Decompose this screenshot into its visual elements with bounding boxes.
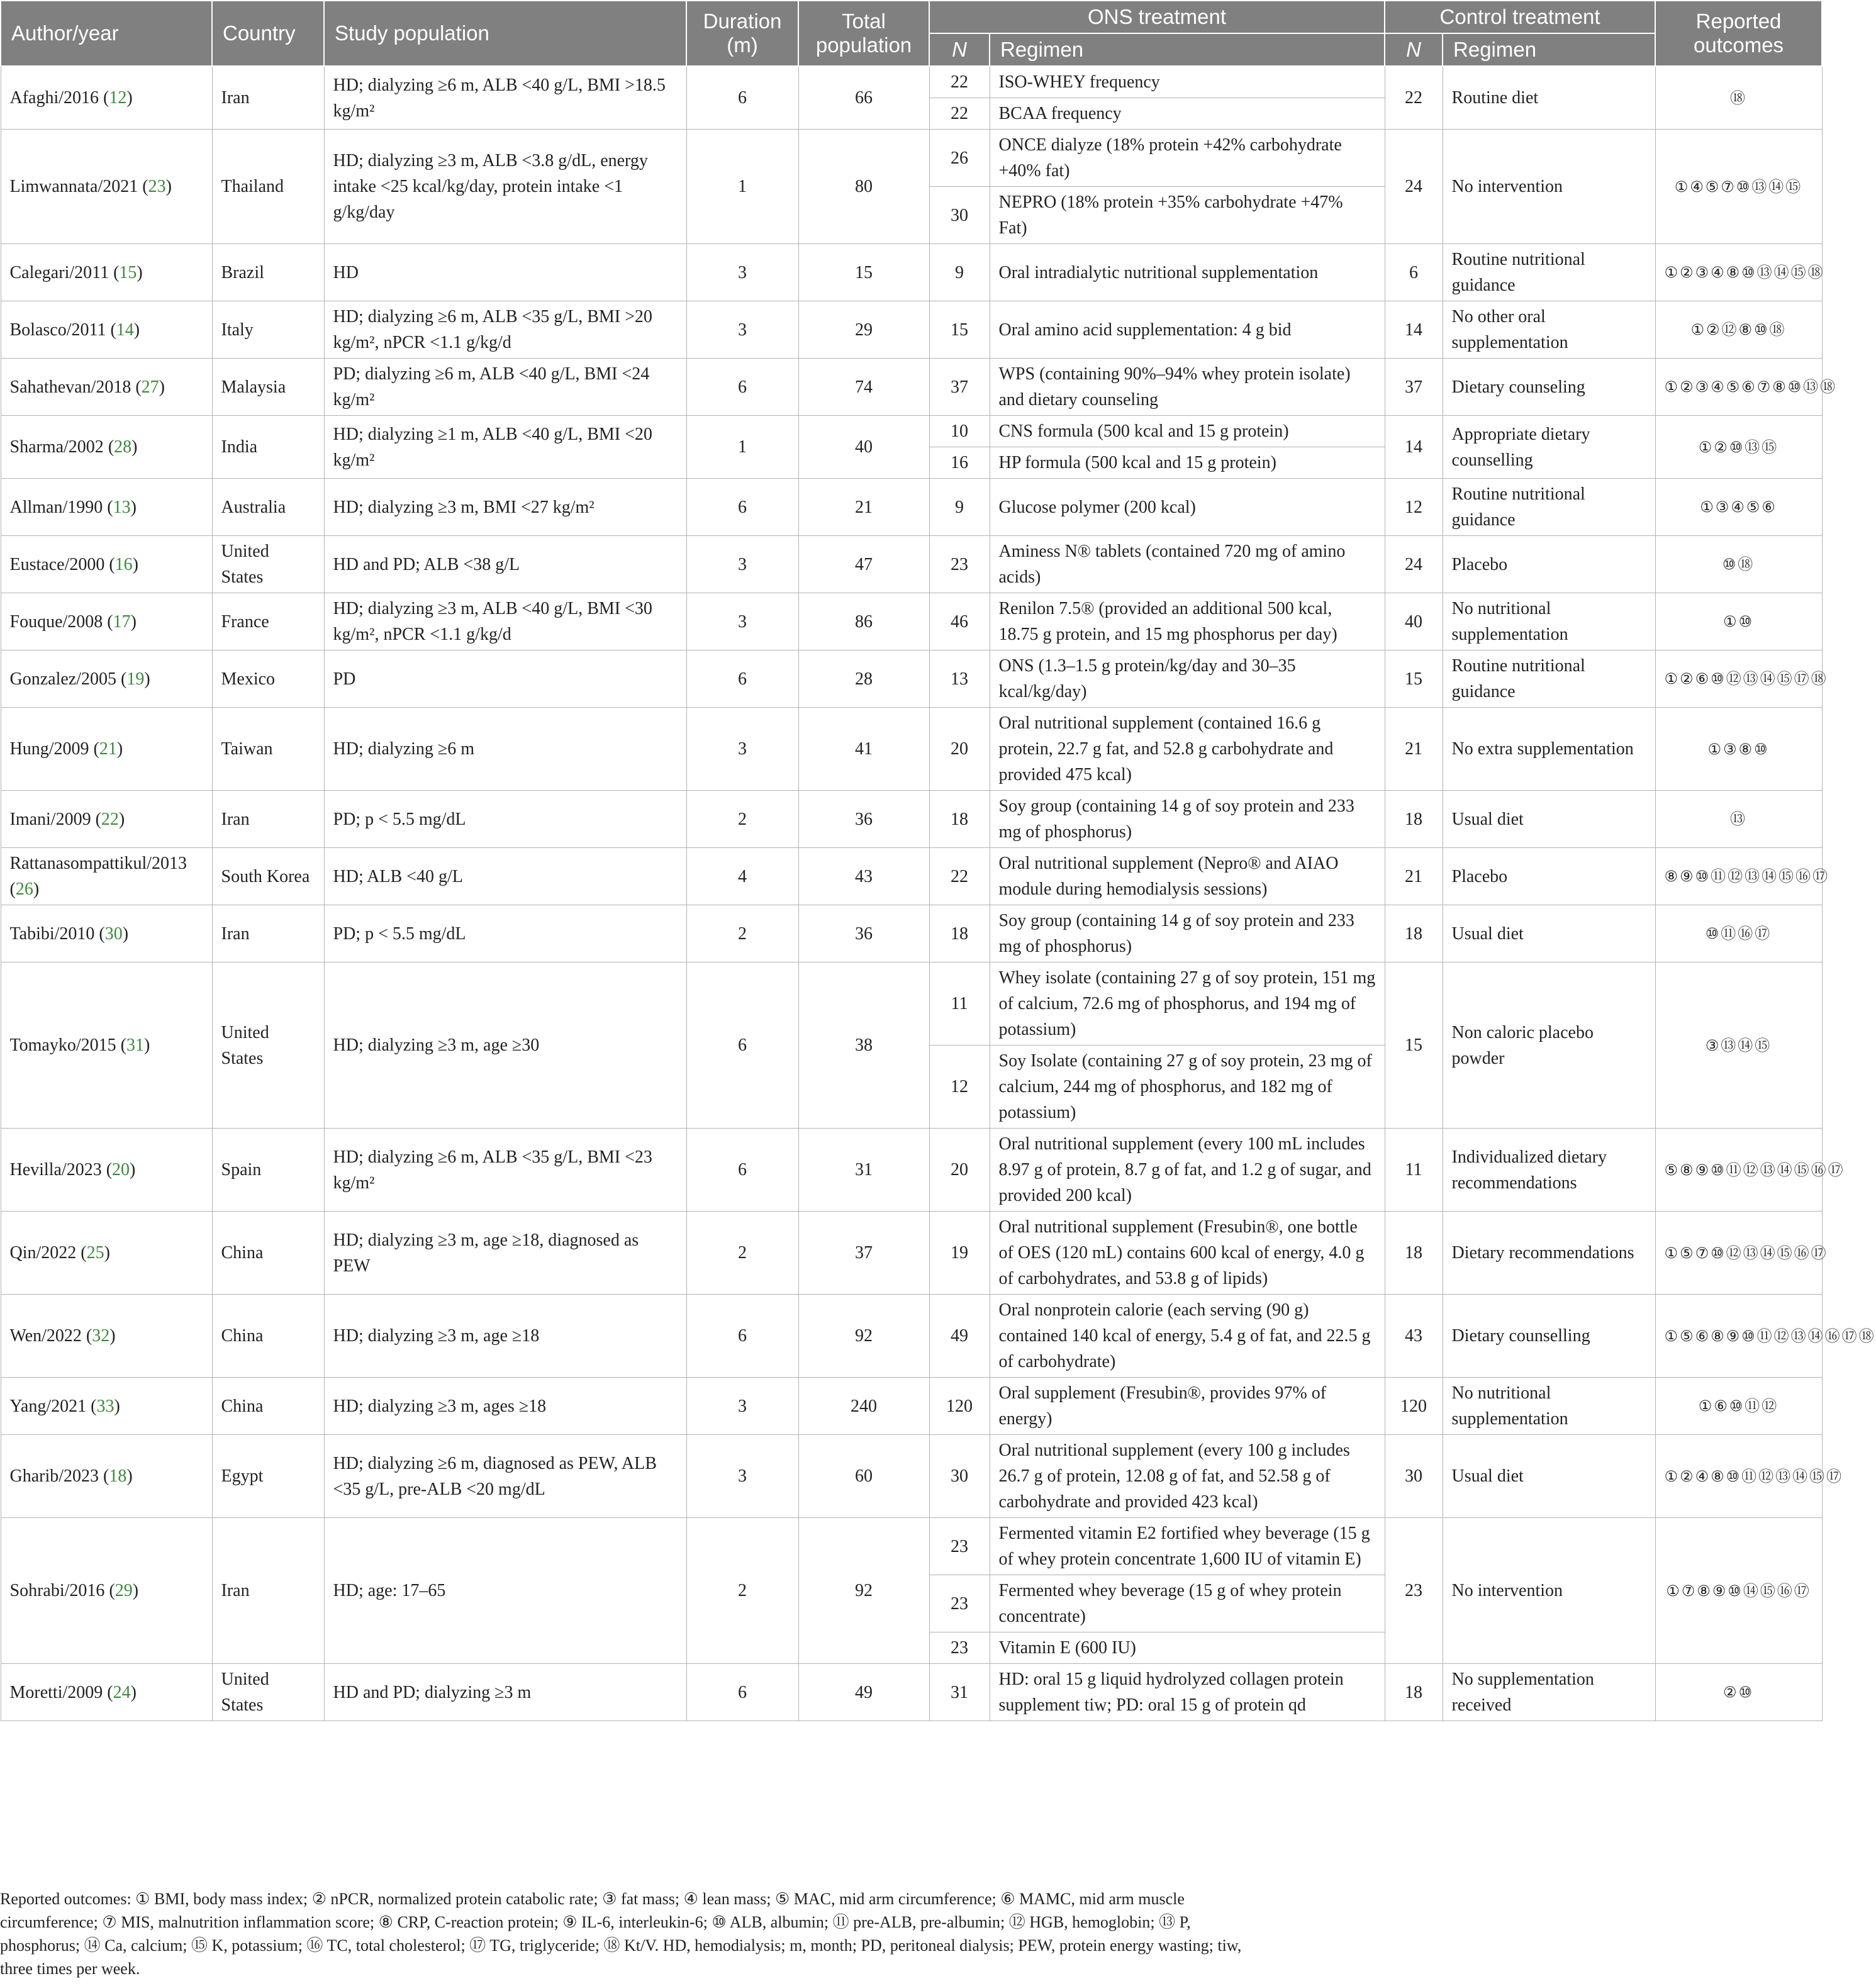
cell-ons-regimen: Glucose polymer (200 kcal) [990, 479, 1385, 536]
cell-duration: 6 [686, 1295, 798, 1378]
header-control-treatment: Control treatment [1385, 1, 1655, 33]
cell-ons-n: 15 [929, 301, 990, 359]
table-row [1, 66, 1822, 98]
header-duration: Duration (m) [686, 1, 798, 66]
cell-author-year: Sharma/2002 (28) [1, 416, 212, 479]
cell-control-regimen: No other oral supplementation [1443, 301, 1655, 359]
cell-reported-outcomes: ①②④⑧⑩⑪⑫⑬⑭⑮⑰ [1655, 1435, 1822, 1518]
cell-ons-n: 11 [929, 962, 990, 1046]
cell-duration: 3 [686, 1378, 798, 1435]
cell-ons-n: 23 [929, 1575, 990, 1632]
reference-link[interactable]: 26 [15, 879, 33, 899]
cell-control-regimen: No intervention [1443, 130, 1655, 244]
cell-total-population: 36 [798, 905, 929, 962]
cell-control-n: 22 [1385, 66, 1443, 130]
table-row [1, 650, 1822, 708]
cell-control-n: 120 [1385, 1378, 1443, 1435]
cell-reported-outcomes: ①③⑧⑩ [1655, 708, 1822, 791]
cell-ons-n: 49 [929, 1295, 990, 1378]
cell-country: Taiwan [212, 708, 324, 791]
cell-ons-n: 18 [929, 791, 990, 848]
cell-control-n: 18 [1385, 791, 1443, 848]
table-row [1, 962, 1822, 1046]
reference-link[interactable]: 33 [96, 1396, 114, 1416]
cell-ons-regimen: Oral supplement (Fresubin®, provides 97% of energy) [990, 1378, 1385, 1435]
cell-ons-n: 19 [929, 1212, 990, 1295]
cell-study-population: HD and PD; ALB <38 g/L [324, 536, 686, 593]
table-row [1, 848, 1822, 905]
table-row [1, 416, 1822, 447]
table-row [1, 708, 1822, 791]
reference-link[interactable]: 23 [148, 177, 166, 196]
cell-author-year: Moretti/2009 (24) [1, 1664, 212, 1721]
header-author-year: Author/year [1, 1, 212, 66]
cell-duration: 3 [686, 244, 798, 301]
cell-ons-regimen: Vitamin E (600 IU) [990, 1632, 1385, 1664]
cell-study-population: PD [324, 650, 686, 708]
cell-control-regimen: No intervention [1443, 1518, 1655, 1664]
cell-duration: 2 [686, 1212, 798, 1295]
table-row [1, 791, 1822, 848]
cell-country: South Korea [212, 848, 324, 905]
cell-control-regimen: Appropriate dietary counselling [1443, 416, 1655, 479]
cell-reported-outcomes: ①②⑩⑬⑮ [1655, 416, 1822, 479]
cell-ons-regimen: WPS (containing 90%–94% whey protein isolate) and dietary counseling [990, 359, 1385, 416]
cell-total-population: 240 [798, 1378, 929, 1435]
cell-ons-regimen: Soy Isolate (containing 27 g of soy protein, 23 mg of calcium, 244 mg of phosphorus, and 182 mg of potassium) [990, 1046, 1385, 1129]
table-row [1, 1129, 1822, 1212]
cell-ons-regimen: Fermented vitamin E2 fortified whey beverage (15 g of whey protein concentrate 1,600 IU of vitamin E) [990, 1518, 1385, 1575]
reference-link[interactable]: 27 [141, 377, 159, 397]
cell-ons-regimen: Oral nutritional supplement (Fresubin®, one bottle of OES (120 mL) contains 600 kcal of energy, 4.0 g of carbohydrates, and 53.8 g of lipids) [990, 1212, 1385, 1295]
table-row [1, 1212, 1822, 1295]
cell-country: Spain [212, 1129, 324, 1212]
header-control-regimen: Regimen [1443, 33, 1655, 66]
cell-country: India [212, 416, 324, 479]
header-reported-outcomes: Reported outcomes [1655, 1, 1822, 66]
cell-duration: 3 [686, 593, 798, 650]
cell-study-population: HD; dialyzing ≥3 m, age ≥18 [324, 1295, 686, 1378]
cell-duration: 6 [686, 66, 798, 130]
cell-ons-regimen: ONS (1.3–1.5 g protein/kg/day and 30–35 kcal/kg/day) [990, 650, 1385, 708]
cell-ons-n: 10 [929, 416, 990, 447]
cell-author-year: Gharib/2023 (18) [1, 1435, 212, 1518]
cell-ons-regimen: CNS formula (500 kcal and 15 g protein) [990, 416, 1385, 447]
reference-link[interactable]: 19 [126, 669, 145, 689]
cell-author-year: Allman/1990 (13) [1, 479, 212, 536]
cell-total-population: 47 [798, 536, 929, 593]
cell-ons-regimen: Oral nonprotein calorie (each serving (90 g) contained 140 kcal of energy, 5.4 g of fat, and 22.5 g of carbohydrate) [990, 1295, 1385, 1378]
cell-country: Iran [212, 66, 324, 130]
cell-duration: 2 [686, 791, 798, 848]
cell-reported-outcomes: ①⑩ [1655, 593, 1822, 650]
cell-author-year: Afaghi/2016 (12) [1, 66, 212, 130]
cell-country: Brazil [212, 244, 324, 301]
table-row [1, 536, 1822, 593]
cell-control-regimen: Routine nutritional guidance [1443, 650, 1655, 708]
cell-study-population: PD; p < 5.5 mg/dL [324, 905, 686, 962]
cell-reported-outcomes: ①②⑫⑧⑩⑱ [1655, 301, 1822, 359]
table-header [1, 1, 1822, 66]
cell-ons-regimen: Renilon 7.5® (provided an additional 500 kcal, 18.75 g protein, and 15 mg phosphorus per day) [990, 593, 1385, 650]
cell-ons-regimen: Whey isolate (containing 27 g of soy protein, 151 mg of calcium, 72.6 mg of phosphorus, and 194 mg of potassium) [990, 962, 1385, 1046]
cell-total-population: 86 [798, 593, 929, 650]
reference-link[interactable]: 24 [113, 1682, 131, 1702]
table-row [1, 1518, 1822, 1575]
cell-ons-regimen: NEPRO (18% protein +35% carbohydrate +47% Fat) [990, 187, 1385, 244]
reference-link[interactable]: 13 [113, 497, 131, 517]
cell-study-population: HD; dialyzing ≥6 m, ALB <35 g/L, BMI <23 kg/m² [324, 1129, 686, 1212]
cell-control-n: 6 [1385, 244, 1443, 301]
cell-control-n: 18 [1385, 905, 1443, 962]
cell-ons-regimen: ISO-WHEY frequency [990, 66, 1385, 98]
cell-duration: 6 [686, 359, 798, 416]
cell-study-population: HD; dialyzing ≥6 m, diagnosed as PEW, ALB <35 g/L, pre-ALB <20 mg/dL [324, 1435, 686, 1518]
reference-link[interactable]: 32 [92, 1326, 110, 1346]
cell-control-n: 14 [1385, 301, 1443, 359]
cell-ons-n: 37 [929, 359, 990, 416]
cell-duration: 4 [686, 848, 798, 905]
table-body [1, 66, 1876, 1721]
cell-country: Iran [212, 1518, 324, 1664]
cell-ons-regimen: Oral nutritional supplement (every 100 g includes 26.7 g of protein, 12.08 g of fat, and 52.58 g of carbohydrate and provided 423 kcal) [990, 1435, 1385, 1518]
cell-ons-n: 9 [929, 244, 990, 301]
cell-ons-n: 22 [929, 848, 990, 905]
cell-reported-outcomes: ①⑥⑩⑪⑫ [1655, 1378, 1822, 1435]
cell-reported-outcomes: ⑧⑨⑩⑪⑫⑬⑭⑮⑯⑰ [1655, 848, 1822, 905]
cell-total-population: 21 [798, 479, 929, 536]
cell-total-population: 74 [798, 359, 929, 416]
cell-study-population: HD; dialyzing ≥6 m [324, 708, 686, 791]
cell-country: Malaysia [212, 359, 324, 416]
reference-link[interactable]: 25 [86, 1243, 104, 1263]
cell-country: China [212, 1295, 324, 1378]
cell-reported-outcomes: ⑱ [1655, 66, 1822, 130]
cell-ons-n: 22 [929, 98, 990, 130]
cell-control-regimen: No supplementation received [1443, 1664, 1655, 1721]
cell-ons-n: 16 [929, 447, 990, 479]
cell-study-population: HD; ALB <40 g/L [324, 848, 686, 905]
cell-total-population: 92 [798, 1295, 929, 1378]
table-row [1, 244, 1822, 301]
cell-study-population: HD; age: 17–65 [324, 1518, 686, 1664]
cell-control-regimen: Routine nutritional guidance [1443, 479, 1655, 536]
cell-study-population: PD; p < 5.5 mg/dL [324, 791, 686, 848]
reference-link[interactable]: 31 [126, 1035, 144, 1055]
table-row [1, 1378, 1822, 1435]
cell-ons-regimen: Oral amino acid supplementation: 4 g bid [990, 301, 1385, 359]
cell-country: Australia [212, 479, 324, 536]
cell-control-n: 30 [1385, 1435, 1443, 1518]
cell-ons-regimen: BCAA frequency [990, 98, 1385, 130]
cell-reported-outcomes: ①②⑥⑩⑫⑬⑭⑮⑰⑱ [1655, 650, 1822, 708]
cell-ons-regimen: Oral nutritional supplement (contained 16.6 g protein, 22.7 g fat, and 52.8 g carbohydrate and provided 475 kcal) [990, 708, 1385, 791]
cell-total-population: 40 [798, 416, 929, 479]
cell-total-population: 29 [798, 301, 929, 359]
cell-duration: 1 [686, 416, 798, 479]
cell-reported-outcomes: ③⑬⑭⑮ [1655, 962, 1822, 1129]
cell-ons-regimen: Oral nutritional supplement (Nepro® and AIAO module during hemodialysis sessions) [990, 848, 1385, 905]
cell-control-regimen: Dietary counselling [1443, 1295, 1655, 1378]
cell-control-regimen: No nutritional supplementation [1443, 1378, 1655, 1435]
cell-total-population: 80 [798, 130, 929, 244]
cell-control-n: 18 [1385, 1664, 1443, 1721]
table-row [1, 1435, 1822, 1518]
cell-control-n: 11 [1385, 1129, 1443, 1212]
cell-ons-n: 46 [929, 593, 990, 650]
cell-ons-n: 12 [929, 1046, 990, 1129]
cell-study-population: HD; dialyzing ≥3 m, ages ≥18 [324, 1378, 686, 1435]
cell-author-year: Imani/2009 (22) [1, 791, 212, 848]
header-ons-regimen: Regimen [990, 33, 1385, 66]
header-total-population: Total population [798, 1, 929, 66]
cell-total-population: 31 [798, 1129, 929, 1212]
cell-control-n: 21 [1385, 848, 1443, 905]
table-footnote: Reported outcomes: ① BMI, body mass index; ② nPCR, normalized protein catabolic rate; ③ fat mass; ④ lean mass; ⑤ MAC, mid arm circumference; ⑥ MAMC, mid arm muscle circumference; ⑦ MIS, malnutrition inflammation score; ⑧ CRP, C-reaction protein; ⑨ IL-6, interleukin-6; ⑩ ALB, albumin; ⑪ pre-ALB, pre-albumin; ⑫ HGB, hemoglobin; ⑬ P, phosphorus; ⑭ Ca, calcium; ⑮ K, potassium; ⑯ TC, total cholesterol; ⑰ TG, triglyceride; ⑱ Kt/V. HD, hemodialysis; m, month; PD, peritoneal dialysis; PEW, protein energy wasting; tiw, three times per week. [0, 1890, 1242, 1978]
cell-duration: 6 [686, 650, 798, 708]
cell-author-year: Tabibi/2010 (30) [1, 905, 212, 962]
cell-study-population: HD and PD; dialyzing ≥3 m [324, 1664, 686, 1721]
cell-ons-n: 18 [929, 905, 990, 962]
table-row [1, 130, 1822, 187]
cell-control-n: 23 [1385, 1518, 1443, 1664]
cell-study-population: HD; dialyzing ≥3 m, ALB <40 g/L, BMI <30 kg/m², nPCR <1.1 g/kg/d [324, 593, 686, 650]
cell-reported-outcomes: ①②③④⑤⑥⑦⑧⑩⑬⑱ [1655, 359, 1822, 416]
cell-study-population: HD; dialyzing ≥3 m, ALB <3.8 g/dL, energy intake <25 kcal/kg/day, protein intake <1 g/kg/day [324, 130, 686, 244]
cell-ons-regimen: Soy group (containing 14 g of soy protein and 233 mg of phosphorus) [990, 905, 1385, 962]
cell-total-population: 28 [798, 650, 929, 708]
cell-reported-outcomes: ②⑩ [1655, 1664, 1822, 1721]
cell-total-population: 41 [798, 708, 929, 791]
cell-duration: 6 [686, 1129, 798, 1212]
cell-ons-n: 20 [929, 1129, 990, 1212]
cell-total-population: 36 [798, 791, 929, 848]
table-row [1, 1295, 1822, 1378]
table-row [1, 593, 1822, 650]
cell-control-n: 18 [1385, 1212, 1443, 1295]
header-country: Country [212, 1, 324, 66]
reference-link[interactable]: 28 [114, 437, 132, 457]
cell-control-regimen: Dietary recommendations [1443, 1212, 1655, 1295]
cell-ons-n: 31 [929, 1664, 990, 1721]
cell-reported-outcomes: ①②③④⑧⑩⑬⑭⑮⑱ [1655, 244, 1822, 301]
reference-link[interactable]: 22 [101, 809, 119, 829]
reference-link[interactable]: 18 [109, 1466, 127, 1486]
cell-control-regimen: Individualized dietary recommendations [1443, 1129, 1655, 1212]
cell-ons-n: 23 [929, 1632, 990, 1664]
cell-reported-outcomes: ①⑤⑥⑧⑨⑩⑪⑫⑬⑭⑯⑰⑱ [1655, 1295, 1822, 1378]
cell-control-regimen: Non caloric placebo powder [1443, 962, 1655, 1129]
cell-control-n: 15 [1385, 650, 1443, 708]
cell-duration: 1 [686, 130, 798, 244]
cell-total-population: 66 [798, 66, 929, 130]
cell-reported-outcomes: ⑬ [1655, 791, 1822, 848]
reference-link[interactable]: 14 [116, 320, 134, 340]
cell-study-population: HD; dialyzing ≥1 m, ALB <40 g/L, BMI <20 kg/m² [324, 416, 686, 479]
cell-country: Egypt [212, 1435, 324, 1518]
cell-study-population: HD; dialyzing ≥3 m, age ≥18, diagnosed as PEW [324, 1212, 686, 1295]
cell-duration: 3 [686, 301, 798, 359]
cell-author-year: Eustace/2000 (16) [1, 536, 212, 593]
cell-country: United States [212, 1664, 324, 1721]
cell-duration: 3 [686, 708, 798, 791]
cell-control-regimen: Routine nutritional guidance [1443, 244, 1655, 301]
header-control-n: N [1385, 33, 1443, 66]
reference-link[interactable]: 20 [112, 1160, 130, 1180]
cell-control-regimen: Usual diet [1443, 1435, 1655, 1518]
cell-ons-n: 120 [929, 1378, 990, 1435]
cell-ons-regimen: Fermented whey beverage (15 g of whey protein concentrate) [990, 1575, 1385, 1632]
cell-author-year: Wen/2022 (32) [1, 1295, 212, 1378]
cell-duration: 6 [686, 479, 798, 536]
cell-author-year: Qin/2022 (25) [1, 1212, 212, 1295]
cell-duration: 6 [686, 962, 798, 1129]
cell-ons-regimen: Aminess N® tablets (contained 720 mg of amino acids) [990, 536, 1385, 593]
cell-total-population: 43 [798, 848, 929, 905]
cell-author-year: Hung/2009 (21) [1, 708, 212, 791]
cell-control-regimen: Usual diet [1443, 905, 1655, 962]
cell-ons-n: 13 [929, 650, 990, 708]
cell-study-population: HD [324, 244, 686, 301]
cell-duration: 6 [686, 1664, 798, 1721]
reference-link[interactable]: 29 [114, 1581, 133, 1600]
cell-control-regimen: Dietary counseling [1443, 359, 1655, 416]
cell-author-year: Calegari/2011 (15) [1, 244, 212, 301]
cell-study-population: HD; dialyzing ≥6 m, ALB <35 g/L, BMI >20 kg/m², nPCR <1.1 g/kg/d [324, 301, 686, 359]
cell-duration: 2 [686, 1518, 798, 1664]
table-row [1, 1664, 1822, 1721]
table-row [1, 479, 1822, 536]
cell-ons-regimen: Oral nutritional supplement (every 100 mL includes 8.97 g of protein, 8.7 g of fat, and 1.2 g of sugar, and provided 200 kcal) [990, 1129, 1385, 1212]
cell-author-year: Gonzalez/2005 (19) [1, 650, 212, 708]
cell-study-population: HD; dialyzing ≥3 m, BMI <27 kg/m² [324, 479, 686, 536]
cell-ons-n: 23 [929, 1518, 990, 1575]
cell-author-year: Sohrabi/2016 (29) [1, 1518, 212, 1664]
cell-reported-outcomes: ⑩⑪⑯⑰ [1655, 905, 1822, 962]
cell-author-year: Bolasco/2011 (14) [1, 301, 212, 359]
cell-ons-regimen: Soy group (containing 14 g of soy protein and 233 mg of phosphorus) [990, 791, 1385, 848]
cell-country: United States [212, 962, 324, 1129]
cell-ons-n: 26 [929, 130, 990, 187]
cell-ons-regimen: Oral intradialytic nutritional supplementation [990, 244, 1385, 301]
cell-country: France [212, 593, 324, 650]
cell-total-population: 60 [798, 1435, 929, 1518]
cell-reported-outcomes: ①⑦⑧⑨⑩⑭⑮⑯⑰ [1655, 1518, 1822, 1664]
cell-ons-n: 22 [929, 66, 990, 98]
cell-total-population: 15 [798, 244, 929, 301]
cell-reported-outcomes: ①⑤⑦⑩⑫⑬⑭⑮⑯⑰ [1655, 1212, 1822, 1295]
cell-country: Iran [212, 791, 324, 848]
cell-control-n: 15 [1385, 962, 1443, 1129]
cell-total-population: 49 [798, 1664, 929, 1721]
table-row [1, 301, 1822, 359]
header-study-population: Study population [324, 1, 686, 66]
cell-author-year: Rattanasompattikul/2013 (26) [1, 848, 212, 905]
header-ons-n: N [929, 33, 990, 66]
cell-duration: 2 [686, 905, 798, 962]
reference-link[interactable]: 12 [109, 88, 127, 108]
reference-link[interactable]: 21 [99, 739, 117, 759]
cell-total-population: 37 [798, 1212, 929, 1295]
cell-control-regimen: Usual diet [1443, 791, 1655, 848]
cell-reported-outcomes: ①④⑤⑦⑩⑬⑭⑮ [1655, 130, 1822, 244]
reference-link[interactable]: 17 [113, 611, 131, 632]
cell-control-n: 40 [1385, 593, 1443, 650]
cell-country: Iran [212, 905, 324, 962]
cell-country: Thailand [212, 130, 324, 244]
cell-author-year: Tomayko/2015 (31) [1, 962, 212, 1129]
cell-ons-n: 9 [929, 479, 990, 536]
reference-link[interactable]: 30 [104, 923, 123, 944]
cell-control-n: 43 [1385, 1295, 1443, 1378]
cell-control-regimen: Placebo [1443, 848, 1655, 905]
cell-total-population: 38 [798, 962, 929, 1129]
cell-control-regimen: No nutritional supplementation [1443, 593, 1655, 650]
cell-author-year: Limwannata/2021 (23) [1, 130, 212, 244]
cell-control-n: 37 [1385, 359, 1443, 416]
cell-ons-n: 20 [929, 708, 990, 791]
cell-author-year: Fouque/2008 (17) [1, 593, 212, 650]
cell-study-population: HD; dialyzing ≥3 m, age ≥30 [324, 962, 686, 1129]
cell-control-n: 24 [1385, 130, 1443, 244]
header-ons-treatment: ONS treatment [929, 1, 1385, 33]
cell-control-regimen: Routine diet [1443, 66, 1655, 130]
cell-country: Italy [212, 301, 324, 359]
cell-reported-outcomes: ①③④⑤⑥ [1655, 479, 1822, 536]
table-row [1, 359, 1822, 416]
cell-ons-regimen: HD: oral 15 g liquid hydrolyzed collagen protein supplement tiw; PD: oral 15 g of protein qd [990, 1664, 1385, 1721]
cell-ons-regimen: HP formula (500 kcal and 15 g protein) [990, 447, 1385, 479]
cell-author-year: Yang/2021 (33) [1, 1378, 212, 1435]
cell-control-n: 24 [1385, 536, 1443, 593]
cell-control-regimen: No extra supplementation [1443, 708, 1655, 791]
cell-ons-n: 30 [929, 1435, 990, 1518]
cell-reported-outcomes: ⑩⑱ [1655, 536, 1822, 593]
cell-study-population: HD; dialyzing ≥6 m, ALB <40 g/L, BMI >18.5 kg/m² [324, 66, 686, 130]
cell-control-n: 14 [1385, 416, 1443, 479]
cell-ons-n: 23 [929, 536, 990, 593]
cell-ons-regimen: ONCE dialyze (18% protein +42% carbohydrate +40% fat) [990, 130, 1385, 187]
reference-link[interactable]: 15 [119, 262, 137, 282]
cell-ons-n: 30 [929, 187, 990, 244]
cell-total-population: 92 [798, 1518, 929, 1664]
cell-study-population: PD; dialyzing ≥6 m, ALB <40 g/L, BMI <24 kg/m² [324, 359, 686, 416]
cell-control-regimen: Placebo [1443, 536, 1655, 593]
cell-country: China [212, 1212, 324, 1295]
cell-country: United States [212, 536, 324, 593]
cell-reported-outcomes: ⑤⑧⑨⑩⑪⑫⑬⑭⑮⑯⑰ [1655, 1129, 1822, 1212]
reference-link[interactable]: 16 [114, 554, 133, 574]
cell-country: Mexico [212, 650, 324, 708]
cell-author-year: Hevilla/2023 (20) [1, 1129, 212, 1212]
table-row [1, 905, 1822, 962]
cell-control-n: 21 [1385, 708, 1443, 791]
cell-country: China [212, 1378, 324, 1435]
cell-duration: 3 [686, 1435, 798, 1518]
cell-duration: 3 [686, 536, 798, 593]
cell-author-year: Sahathevan/2018 (27) [1, 359, 212, 416]
cell-control-n: 12 [1385, 479, 1443, 536]
